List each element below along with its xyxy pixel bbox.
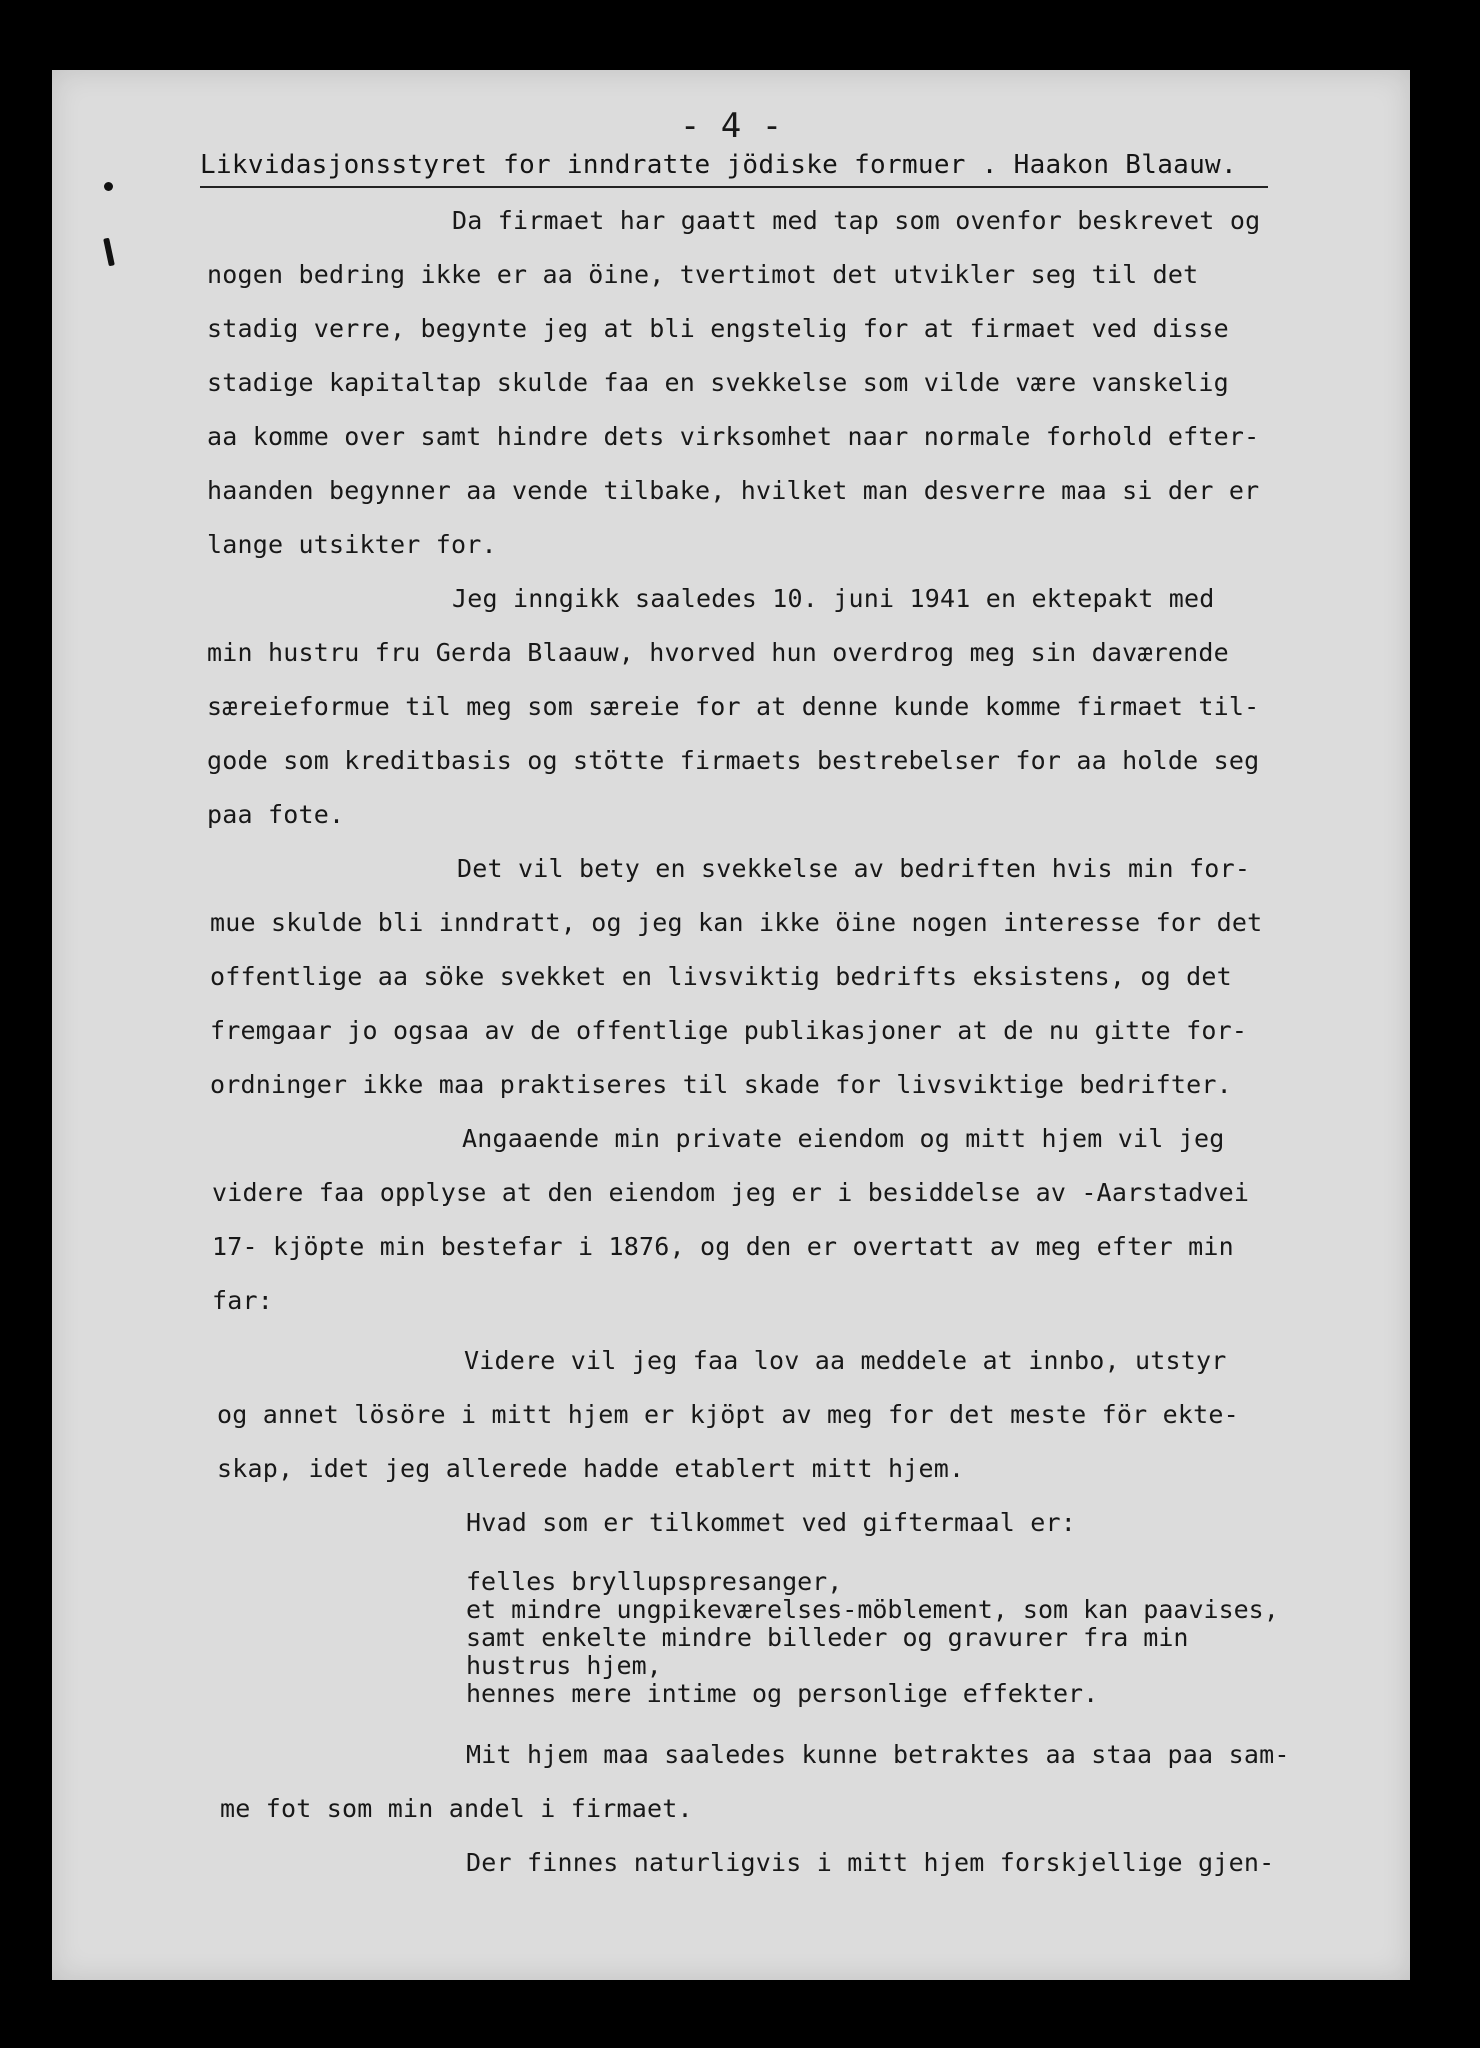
list-item: hennes mere intime og personlige effekter. [466, 1679, 1099, 1708]
text-line: gode som kreditbasis og stötte firmaets bestrebelser for aa holde seg [207, 746, 1260, 775]
text-line: min hustru fru Gerda Blaauw, hvorved hun overdrog meg sin daværende [207, 638, 1229, 667]
list-item: felles bryllupspresanger, [466, 1567, 843, 1596]
text-line: stadig verre, begynte jeg at bli engstelig for at firmaet ved disse [207, 314, 1229, 343]
text-line: Der finnes naturligvis i mitt hjem forskjellige gjen- [466, 1848, 1275, 1877]
text-line: mue skulde bli inndratt, og jeg kan ikke öine nogen interesse for det [210, 908, 1263, 937]
document-heading: Likvidasjonsstyret for inndratte jödiske formuer . Haakon Blaauw. [200, 150, 1237, 180]
text-line: Videre vil jeg faa lov aa meddele at innbo, utstyr [464, 1346, 1227, 1375]
text-line: 17- kjöpte min bestefar i 1876, og den er overtatt av meg efter min [212, 1232, 1234, 1261]
list-item: hustrus hjem, [466, 1651, 662, 1680]
text-line: Angaaende min private eiendom og mitt hjem vil jeg [462, 1124, 1225, 1153]
text-line: far: [212, 1286, 274, 1315]
list-item: samt enkelte mindre billeder og gravurer fra min [466, 1623, 1189, 1652]
text-line: skap, idet jeg allerede hadde etablert mitt hjem. [217, 1454, 965, 1483]
text-line: stadige kapitaltap skulde faa en svekkelse som vilde være vanskelig [207, 368, 1229, 397]
text-line: ordninger ikke maa praktiseres til skade for livsviktige bedrifter. [210, 1070, 1232, 1099]
text-line: paa fote. [207, 800, 345, 829]
text-line: me fot som min andel i firmaet. [220, 1794, 693, 1823]
heading-underline [200, 186, 1268, 188]
text-line: Hvad som er tilkommet ved giftermaal er: [466, 1508, 1077, 1537]
document-page [52, 70, 1410, 1980]
margin-mark-dot [104, 182, 113, 191]
text-line: offentlige aa söke svekket en livsviktig bedrifts eksistens, og det [210, 962, 1232, 991]
text-line: nogen bedring ikke er aa öine, tvertimot det utvikler seg til det [207, 260, 1199, 289]
text-line: Jeg inngikk saaledes 10. juni 1941 en ektepakt med [452, 584, 1215, 613]
text-line: fremgaar jo ogsaa av de offentlige publikasjoner at de nu gitte for- [210, 1016, 1248, 1045]
margin-mark-tick [103, 238, 115, 267]
text-line: haanden begynner aa vende tilbake, hvilket man desverre maa si der er [207, 476, 1260, 505]
list-item: et mindre ungpikeværelses-möblement, som kan paavises, [466, 1595, 1279, 1624]
text-line: Det vil bety en svekkelse av bedriften hvis min for- [457, 854, 1251, 883]
text-line: Mit hjem maa saaledes kunne betraktes aa staa paa sam- [466, 1740, 1290, 1769]
text-line: og annet lösöre i mitt hjem er kjöpt av meg for det meste för ekte- [217, 1400, 1239, 1429]
text-line: lange utsikter for. [207, 530, 497, 559]
page-number: - 4 - [679, 106, 783, 146]
text-line: særeieformue til meg som særeie for at denne kunde komme firmaet til- [207, 692, 1260, 721]
text-line: videre faa opplyse at den eiendom jeg er i besiddelse av -Aarstadvei [212, 1178, 1250, 1207]
text-line: aa komme over samt hindre dets virksomhet naar normale forhold efter- [207, 422, 1260, 451]
text-line: Da firmaet har gaatt med tap som ovenfor beskrevet og [452, 206, 1261, 235]
